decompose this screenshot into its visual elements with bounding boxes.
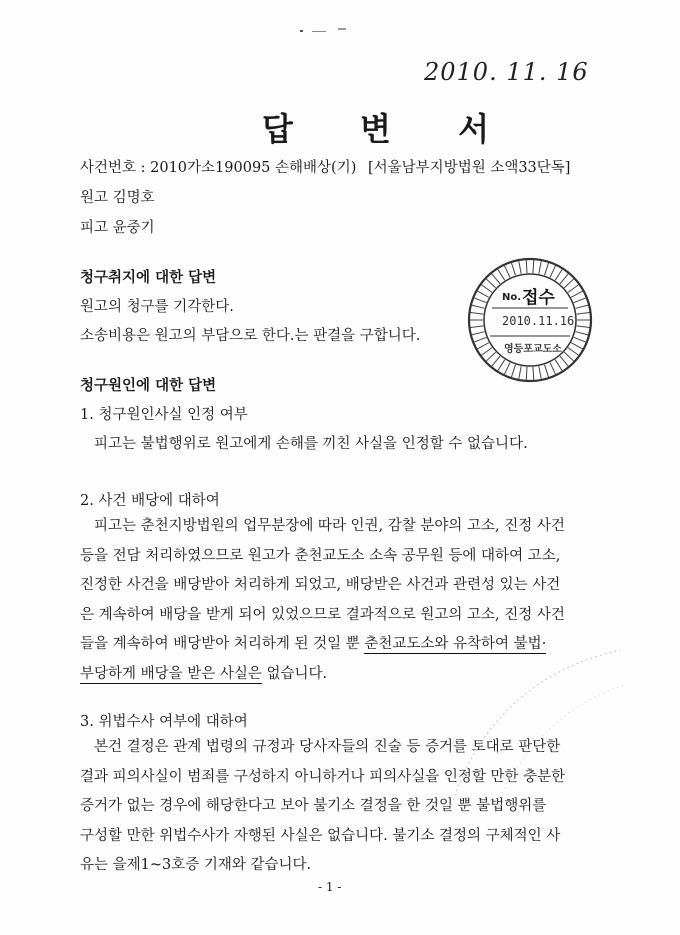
stamp-ring-tick: [568, 285, 579, 293]
stamp-ring-tick: [511, 263, 515, 275]
stamp-ring-tick: [560, 274, 568, 284]
item3-label: 3. 위법수사 여부에 대하여: [80, 714, 248, 730]
stamp-ring-tick: [576, 305, 589, 308]
stamp-ring-tick: [533, 367, 534, 380]
case-number: 사건번호 : 2010가소190095 손해배상(기): [80, 160, 357, 176]
stamp-ring-tick: [470, 326, 483, 328]
defendant: 피고 윤중기: [80, 220, 155, 236]
stamp-ring-tick: [519, 366, 521, 379]
section-heading-claim: 청구취지에 대한 답변: [80, 269, 217, 286]
stamp-ring-tick: [577, 312, 590, 314]
item3-line-2: 결과 피의사실이 범죄를 구성하지 아니하거나 피의사실을 인정할 만한 충분한: [80, 768, 566, 785]
stamp-ring-tick: [555, 269, 562, 280]
stamp-ring-tick: [576, 332, 589, 335]
stamp-ring-tick: [574, 337, 586, 342]
item2-line-3: 진정한 사건을 배당받아 처리하게 되었고, 배당받은 사건과 관련성 있는 사건: [80, 577, 561, 594]
stamp-ring-tick: [504, 363, 510, 375]
item3-line-1: 본건 결정은 관계 법령의 규정과 당사자들의 진술 등 증거를 토대로 판단한: [94, 739, 561, 755]
item1-text: 피고는 불법행위로 원고에게 손해를 끼친 사실을 인정할 수 없습니다.: [94, 436, 528, 452]
stamp-received-label: 접수: [522, 288, 555, 308]
stamp-ring-tick: [564, 352, 573, 361]
stamp-ring-tick: [519, 261, 521, 274]
item3-line-5: 유는 을제1~3호증 기재와 같습니다.: [80, 857, 312, 874]
stamp-ring-tick: [498, 269, 505, 280]
plaintiff: 원고 김명호: [80, 190, 155, 206]
stamp-ring-tick: [492, 274, 500, 284]
stamp-ring-tick: [560, 356, 568, 366]
stamp-ring-tick: [550, 363, 556, 375]
scan-artifact: [300, 30, 303, 32]
stamp-no-label: No.: [502, 292, 522, 303]
item2-line-5-underlined: 춘천교도소와 유착하여 불법·: [364, 636, 547, 653]
stamp-ring-tick: [526, 367, 527, 380]
reception-stamp: [466, 256, 594, 384]
stamp-ring-tick: [474, 337, 486, 342]
stamp-ring-tick: [511, 365, 515, 377]
stamp-ring-tick: [555, 360, 562, 371]
stamp-ring-tick: [564, 279, 573, 288]
document-title: 답 변 서: [262, 110, 518, 148]
item2-line-2: 등을 전담 처리하였으므로 원고가 춘천교도소 소속 공무원 등에 대하여 고소,: [80, 547, 561, 564]
scan-artifact: [338, 28, 346, 30]
stamp-ring-tick: [550, 266, 556, 278]
stamp-ring-tick: [481, 285, 492, 293]
stamp-ring-tick: [477, 343, 488, 349]
stamp-ring-tick: [545, 365, 549, 377]
stamp-ring-tick: [539, 366, 541, 379]
stamp-ring-tick: [539, 261, 541, 274]
stamp-ring-tick: [571, 343, 582, 349]
stamp-office: 영등포교도소: [504, 344, 562, 355]
item2-line-6-underlined: 부당하게 배당을 받은 사실은: [80, 665, 262, 682]
scan-artifact: [312, 31, 326, 32]
item2-line-4: 은 계속하여 배당을 받게 되어 있었으므로 결과적으로 원고의 고소, 진정 사건: [80, 606, 565, 623]
stamp-ring-tick: [472, 305, 485, 308]
stamp-ring-tick: [470, 312, 483, 314]
stamp-ring-tick: [486, 279, 495, 288]
stamp-ring-tick: [481, 348, 492, 356]
stamp-ring-tick: [568, 348, 579, 356]
handwritten-date: 2010. 11. 16: [424, 58, 589, 86]
item1-label: 1. 청구원인사실 인정 여부: [80, 407, 248, 423]
stamp-ring-tick: [498, 360, 505, 371]
item2-line-6-plain: 없습니다.: [261, 665, 328, 682]
item2-line-5-plain: 들을 계속하여 배당받아 처리하게 된 것일 뿐: [80, 636, 365, 653]
stamp-ring-tick: [526, 260, 527, 273]
stamp-date: 2010.11.16: [502, 314, 575, 328]
stamp-ring-tick: [492, 356, 500, 366]
item2-line-1: 피고는 춘천지방법원의 업무분장에 따라 인권, 감찰 분야의 고소, 진정 사건: [94, 518, 565, 534]
pencil-mark: [430, 640, 630, 820]
stamp-ring-tick: [571, 291, 582, 297]
stamp-ring-tick: [574, 298, 586, 303]
page-number: - 1 -: [318, 880, 342, 894]
item2-label: 2. 사건 배당에 대하여: [80, 493, 220, 509]
stamp-ring-tick: [577, 326, 590, 328]
item3-line-4: 구성할 만한 위법수사가 자행된 사실은 없습니다. 불기소 결정의 구체적인 사: [80, 827, 561, 844]
stamp-ring-tick: [486, 352, 495, 361]
stamp-ring-tick: [477, 291, 488, 297]
stamp-ring-tick: [533, 260, 534, 273]
item3-line-3: 증거가 없는 경우에 해당한다고 보아 불기소 결정을 한 것일 뿐 불법행위를: [80, 798, 547, 815]
court-name: [서울남부지방법원 소액33단독]: [368, 160, 571, 176]
stamp-ring-tick: [474, 298, 486, 303]
section-heading-cause: 청구원인에 대한 답변: [80, 377, 217, 394]
stamp-ring-tick: [472, 332, 485, 335]
stamp-ring-tick: [545, 263, 549, 275]
claim-line-1: 원고의 청구를 기각한다.: [80, 299, 234, 315]
claim-line-2: 소송비용은 원고의 부담으로 한다.는 판결을 구합니다.: [80, 328, 421, 344]
stamp-ring-tick: [504, 266, 510, 278]
